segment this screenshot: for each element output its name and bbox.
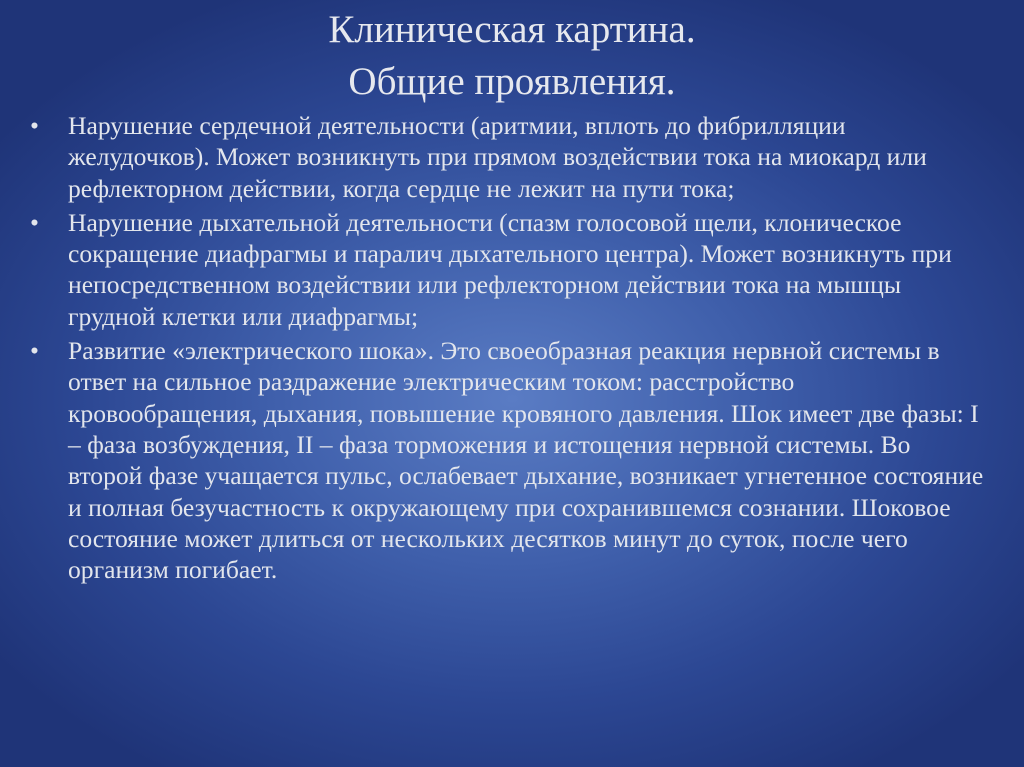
bullet-dot-icon: • <box>30 111 39 140</box>
bullet-item-shock <box>30 335 990 585</box>
bullet-text-breathing: Нарушение дыхательной деятельности (спазм голосовой щели, клоническое сокращение диафрагмы и паралич дыхательного центра). Может возникнуть при непосредственном воздействии или рефлекторном действии тока на мышцы грудной клетки или диафрагмы; <box>68 207 952 331</box>
slide-title-line-2: Общие проявления. <box>348 60 676 103</box>
bullet-dot-icon: • <box>30 207 39 237</box>
bullet-dot-icon: • <box>30 336 39 366</box>
bullet-item-breathing <box>30 207 990 332</box>
slide-title-line-1: Клиническая картина. <box>328 8 696 51</box>
bullet-text-shock: Развитие «электрического шока». Это своеобразная реакция нервной системы в ответ на сильное раздражение электрическим током: расстройство кровообращения, дыхания, повышение кровяного давления. Шок имеет две фазы: I – фаза возбуждения, II – фаза торможения и истощения нервной системы. Во второй фазе учащается пульс, ослабевает дыхание, возникает угнетенное состояние и полная безучастность к окружающему при сохранившемся сознании. Шоковое состояние может длиться от нескольких десятков минут до суток, после чего организм погибает. <box>68 336 984 585</box>
bullet-item-heart <box>30 110 990 204</box>
bullet-list <box>30 110 990 588</box>
slide-title <box>0 4 1024 108</box>
bullet-text-heart: Нарушение сердечной деятельности (аритмии, вплоть до фибрилляции желудочков). Может возникнуть при прямом воздействии тока на миокард или рефлекторном действии, когда сердце не лежит на пути тока; <box>68 111 927 203</box>
